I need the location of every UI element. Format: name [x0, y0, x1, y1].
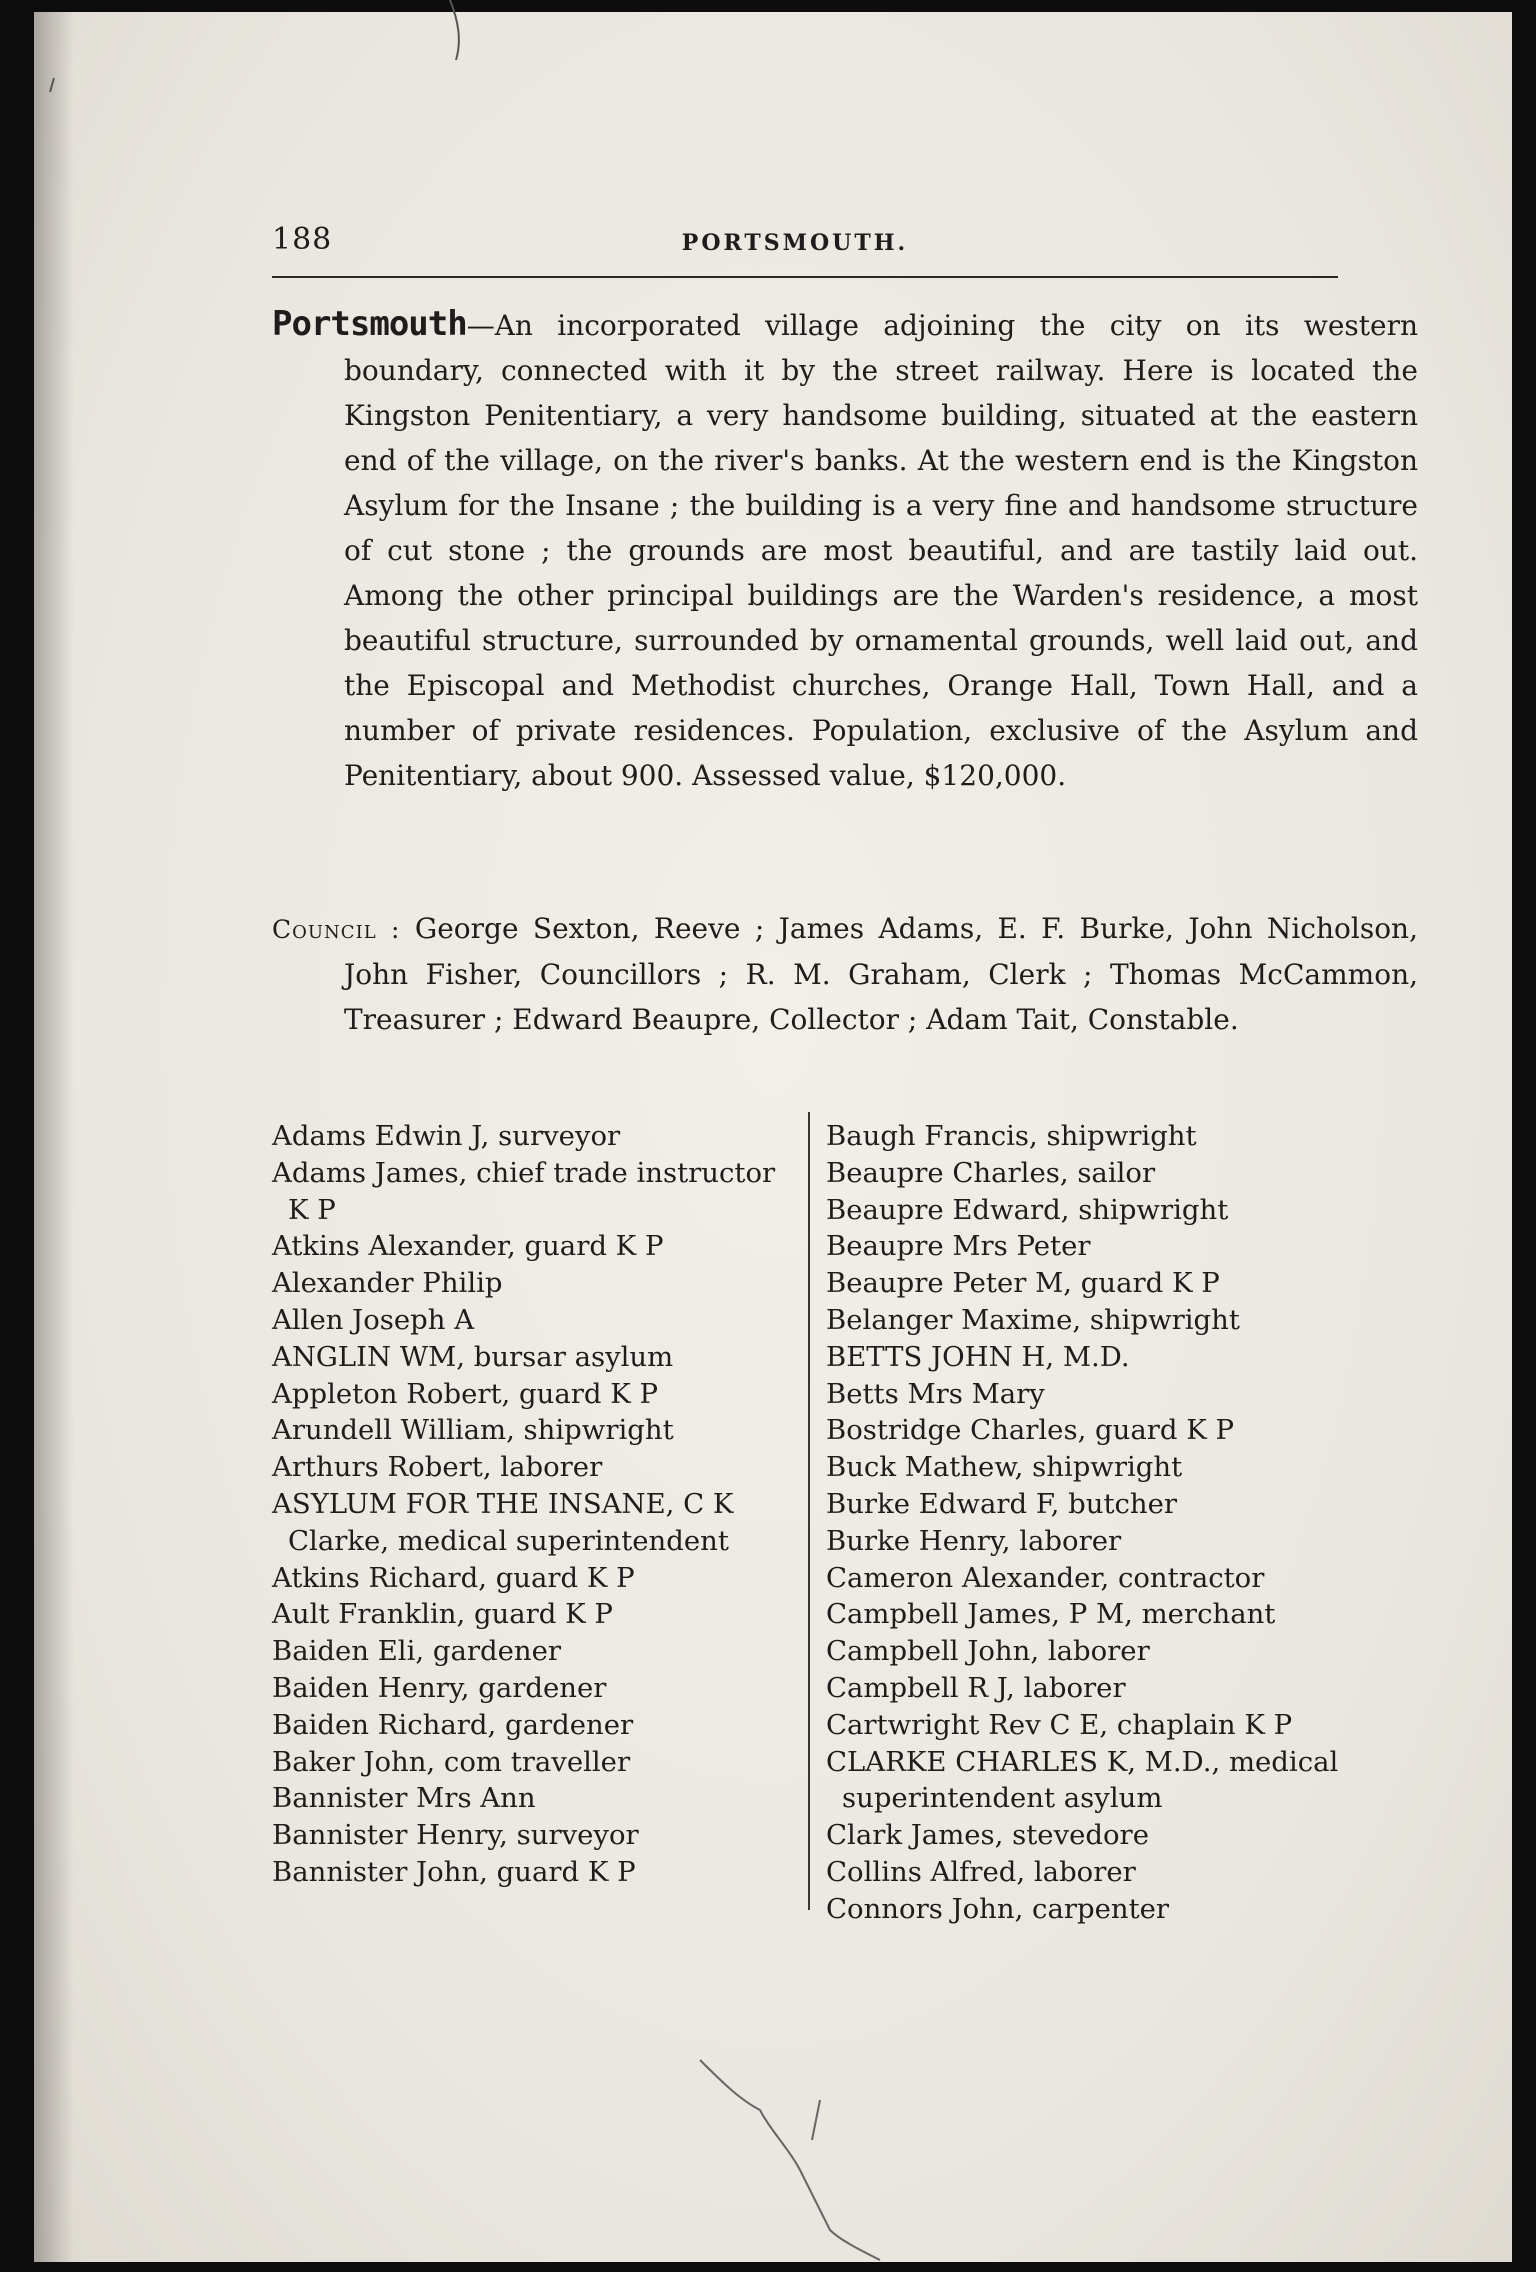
list-item: Appleton Robert, guard K P	[272, 1377, 659, 1410]
list-item: Beaupre Charles, sailor	[826, 1156, 1156, 1189]
list-item: Bostridge Charles, guard K P	[826, 1414, 1235, 1447]
list-item: Connors John, carpenter	[826, 1892, 1170, 1925]
intro-paragraph	[272, 302, 1418, 798]
list-item: Arundell William, shipwright	[272, 1414, 674, 1447]
list-item: ANGLIN WM, bursar asylum	[272, 1340, 674, 1373]
list-item: Adams Edwin J, surveyor	[272, 1120, 621, 1152]
list-item: Collins Alfred, laborer	[826, 1855, 1136, 1888]
list-item: Campbell John, laborer	[826, 1635, 1150, 1668]
list-item: Buck Mathew, shipwright	[826, 1451, 1183, 1484]
page-number: 188	[272, 222, 333, 257]
list-item: Cameron Alexander, contractor	[826, 1561, 1265, 1594]
list-item: Beaupre Mrs Peter	[826, 1230, 1091, 1263]
running-title: PORTSMOUTH.	[681, 230, 909, 256]
list-item: Beaupre Peter M, guard K P	[826, 1267, 1220, 1300]
list-item: ASYLUM FOR THE INSANE, C K Clarke, medical superintendent	[272, 1487, 734, 1557]
council-text: George Sexton, Reeve ; James Adams, E. F. Burke, John Nicholson, John Fisher, Councillors ; R. M. Graham, Clerk ; Thomas McCammon, Treasurer ; Edward Beaupre, Collector ; Adam Tait, Constable.	[344, 912, 1418, 1036]
header-rule	[272, 276, 1338, 278]
list-item: BETTS JOHN H, M.D.	[826, 1340, 1130, 1373]
list-item: Ault Franklin, guard K P	[272, 1598, 613, 1631]
list-item: Beaupre Edward, shipwright	[826, 1193, 1229, 1226]
intro-text: —An incorporated village adjoining the city on its western boundary, connected with it by the street railway. Here is located the Kingston Penitentiary, a very handsome building, situated at the eastern end of the village, on the river's banks. At the western end is the Kingston Asylum for the Insane ; the building is a very fine and handsome structure of cut stone ; the grounds are most beautiful, and are tastily laid out. Among the other principal buildings are the Warden's residence, a most beautiful structure, surrounded by ornamental grounds, well laid out, and the Episcopal and Methodist churches, Orange Hall, Town Hall, and a number of private residences. Population, exclusive of the Asylum and Penitentiary, about 900. Assessed value, $120,000.	[344, 309, 1418, 792]
directory-right-column	[826, 1118, 1360, 1928]
list-item: Bannister Mrs Ann	[272, 1782, 536, 1815]
council-paragraph	[272, 906, 1418, 1042]
list-item: Allen Joseph A	[272, 1303, 475, 1336]
page-gutter-shadow	[34, 12, 74, 2262]
list-item: Arthurs Robert, laborer	[272, 1451, 603, 1484]
directory-left-column	[272, 1118, 792, 1891]
list-item: Adams James, chief trade instructor K P	[272, 1156, 776, 1226]
list-item: Baugh Francis, shipwright	[826, 1120, 1197, 1152]
list-item: Baiden Richard, gardener	[272, 1708, 634, 1741]
list-item: Atkins Richard, guard K P	[272, 1561, 635, 1594]
list-item: Betts Mrs Mary	[826, 1377, 1045, 1410]
list-item: Campbell James, P M, merchant	[826, 1598, 1276, 1631]
list-item: Baker John, com traveller	[272, 1745, 631, 1778]
council-label: Council :	[272, 915, 401, 944]
list-item: Alexander Philip	[272, 1267, 503, 1300]
list-item: Bannister John, guard K P	[272, 1855, 636, 1888]
list-item: Cartwright Rev C E, chaplain K P	[826, 1708, 1293, 1741]
list-item: CLARKE CHARLES K, M.D., medical superintendent asylum	[826, 1745, 1339, 1815]
list-item: Burke Edward F, butcher	[826, 1487, 1178, 1520]
list-item: Baiden Henry, gardener	[272, 1671, 607, 1704]
page-header	[240, 222, 1350, 272]
list-item: Campbell R J, laborer	[826, 1671, 1126, 1704]
place-name: Portsmouth	[272, 304, 467, 344]
column-divider	[808, 1112, 810, 1910]
list-item: Burke Henry, laborer	[826, 1524, 1122, 1557]
list-item: Baiden Eli, gardener	[272, 1635, 562, 1668]
list-item: Clark James, stevedore	[826, 1819, 1149, 1852]
list-item: Belanger Maxime, shipwright	[826, 1303, 1240, 1336]
list-item: Bannister Henry, surveyor	[272, 1819, 639, 1852]
list-item: Atkins Alexander, guard K P	[272, 1230, 664, 1263]
